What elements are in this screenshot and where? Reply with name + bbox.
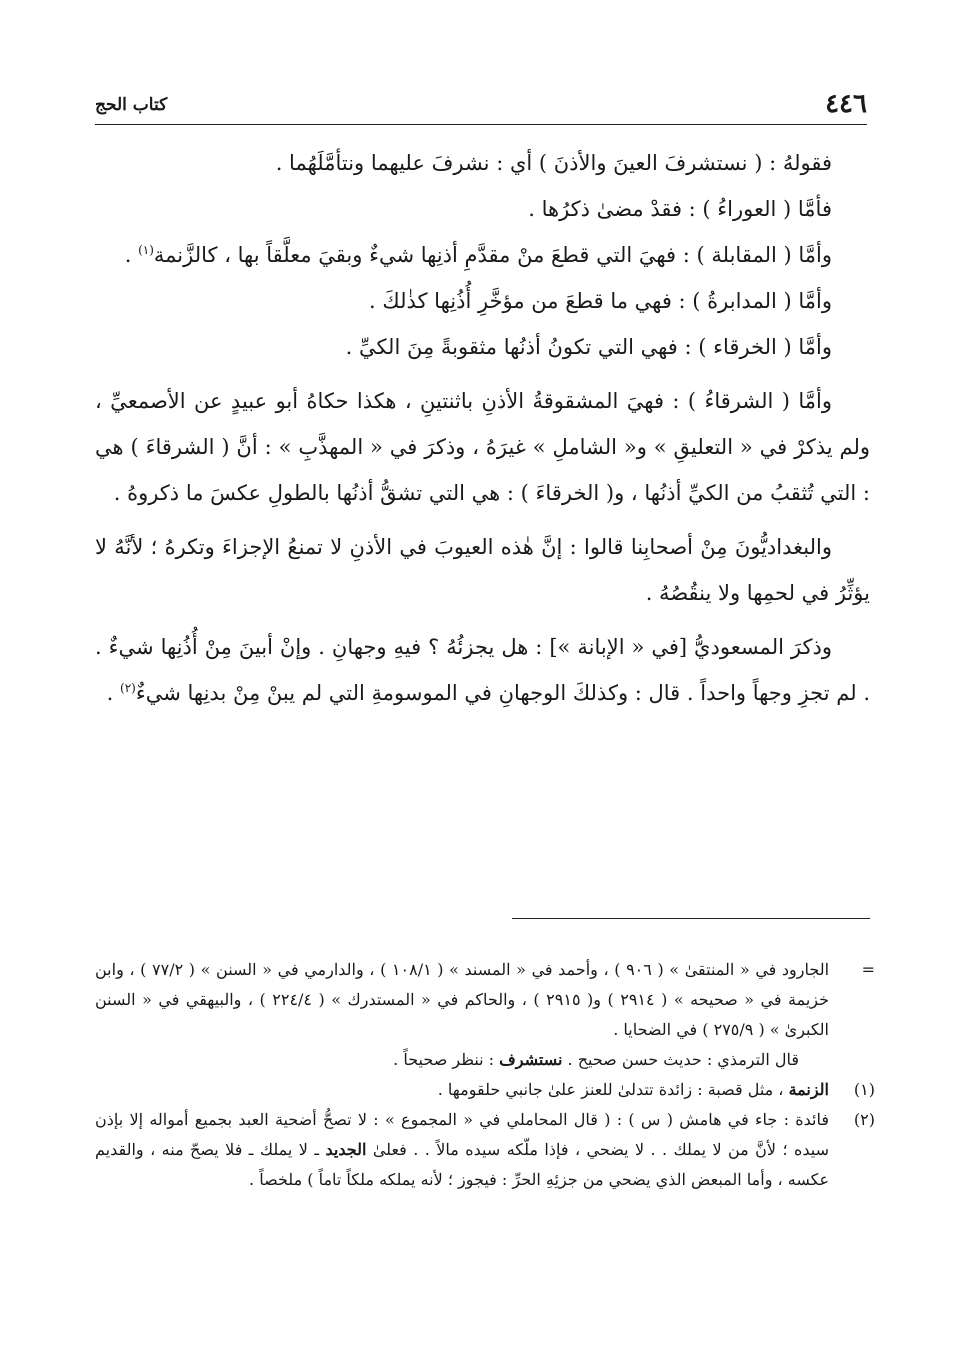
main-text	[95, 140, 870, 724]
footnote-1-text: ، مثل قصبة : زائدة تتدلىٰ للعنز علىٰ جانبي حلقومها .	[437, 1080, 784, 1099]
paragraph-1: فقولهُ : ( نستشرفَ العينَ والأذنَ ) أي : نشرفَ عليهما ونتأمَّلَهُما .	[275, 151, 832, 175]
page-number: ٤٤٦	[825, 89, 867, 119]
footnotes	[95, 955, 875, 1195]
footnote-continued-line2	[95, 1045, 875, 1075]
footnote-tirmidhi: قال الترمذي : حديث حسن صحيح .	[567, 1050, 799, 1069]
footnote-continued-text: الجارود في « المنتقىٰ » ( ٩٠٦ ) ، وأحمد في « المسند » ( ١٠٨/١ ) ، والدارمي في « السنن » ( ٧٧/٢ ) ، وابن خزيمة في « صحيحه » ( ٢٩١٤ ) و( ٢٩١٥ ) ، والحاكم في « المستدرك » ( ٢٢٤/٤ ) ، والبيهقي في « السنن الكبرىٰ » ( ٢٧٥/٩ ) في الضحايا .	[95, 960, 830, 1039]
footnote-ref-1[interactable]: (١)	[138, 243, 154, 257]
footnote-2-text-a: فائدة : جاء في هامش ( س ) : ( قال المحاملي في « المجموع » : لا تصحُّ أضحية العبد بجميع أمواله إلا بإذن سيده ؛ لأنَّ من لا يملك . . لا يضحي ، فإذا ملّكه سيده مالاً . . فعلىٰ	[95, 1110, 830, 1159]
running-title: كتاب الحج	[95, 95, 168, 115]
paragraph-8	[95, 624, 870, 716]
footnote-continued-marker: =	[861, 960, 875, 979]
footnote-2-term: الجديد	[325, 1140, 367, 1159]
footnote-ref-2[interactable]: (٢)	[120, 681, 136, 695]
paragraph-4: وأمَّا ( المدابرةُ ) : فهي ما قطعَ من مؤخَّرِ أُذُنِها كذٰلكَ .	[369, 289, 832, 313]
paragraph-2: فأمَّا ( العوراءُ ) : فقدْ مضىٰ ذكرُها .	[528, 197, 832, 221]
footnote-1	[95, 1075, 875, 1105]
footnote-term-nastashrif: نستشرف	[499, 1050, 563, 1069]
paragraph-3-end: .	[124, 243, 139, 267]
paragraph-5: وأمَّا ( الخرقاء ) : فهي التي تكونُ أذنُها مثقوبةً مِنَ الكيِّ .	[345, 335, 832, 359]
footnote-2-marker: (٢)	[853, 1110, 875, 1129]
footnote-1-marker: (١)	[853, 1080, 875, 1099]
paragraph-8-end: .	[106, 681, 121, 705]
paragraph-6: وأمَّا ( الشرقاءُ ) : فهيَ المشقوقةُ الأذنِ باثنتينِ ، هكذا حكاهُ أبو عبيدٍ عن الأصمعيِّ ، ولم يذكرْ في « التعليقِ » و« الشاملِ » غيرَهُ ، وذكرَ في « المهذَّبِ » : أنَّ ( الشرقاءَ ) هي : التي تُثقبُ من الكيِّ أذنُها ، و( الخرقاءَ ) : هي التي تشقُّ أذنُها بالطولِ عكسَ ما ذكروهُ .	[95, 389, 870, 505]
footnote-divider	[512, 918, 870, 919]
footnote-2-text-b: ـ لا يملك ـ فلا يصحّ منه ، والقديم عكسه ، وأما المبعض الذي يضحي من جزئِهِ الحرِّ : فيجوز ؛ لأنه يملكه ملكاً تاماً ) ملخصاً .	[95, 1140, 829, 1189]
page-header	[95, 88, 867, 125]
footnote-term-def: : ننظر صحيحاً .	[393, 1050, 495, 1069]
paragraph-3-text: وأمَّا ( المقابلة ) : فهيَ التي قطعَ منْ مقدَّمِ أذنِها شيءٌ وبقيَ معلَّقاً بها ، كالزَّنمة	[153, 243, 832, 267]
paragraph-3	[95, 232, 870, 278]
paragraph-8-text: وذكرَ المسعوديُّ [في « الإبانة »] : هل يجزئُهُ ؟ فيهِ وجهانِ . وإنْ أبينَ مِنْ أُذُنِها شيءٌ . . لم تجزِ وجهاً واحداً . قال : وكذلكَ الوجهانِ في الموسومةِ التي لم يبنْ مِنْ بدنِها شيءٌ	[95, 635, 870, 705]
footnote-1-term: الزنمة	[788, 1080, 829, 1099]
paragraph-7: والبغداديُّونَ مِنْ أصحابِنا قالوا : إنَّ هٰذه العيوبَ في الأذنِ لا تمنعُ الإجزاءَ وتكرهُ ؛ لأنَّهُ لا يؤثِّرُ في لحمِها ولا ينقُصُهُ .	[95, 535, 870, 605]
footnote-2	[95, 1105, 875, 1195]
footnote-continued	[95, 955, 875, 1045]
